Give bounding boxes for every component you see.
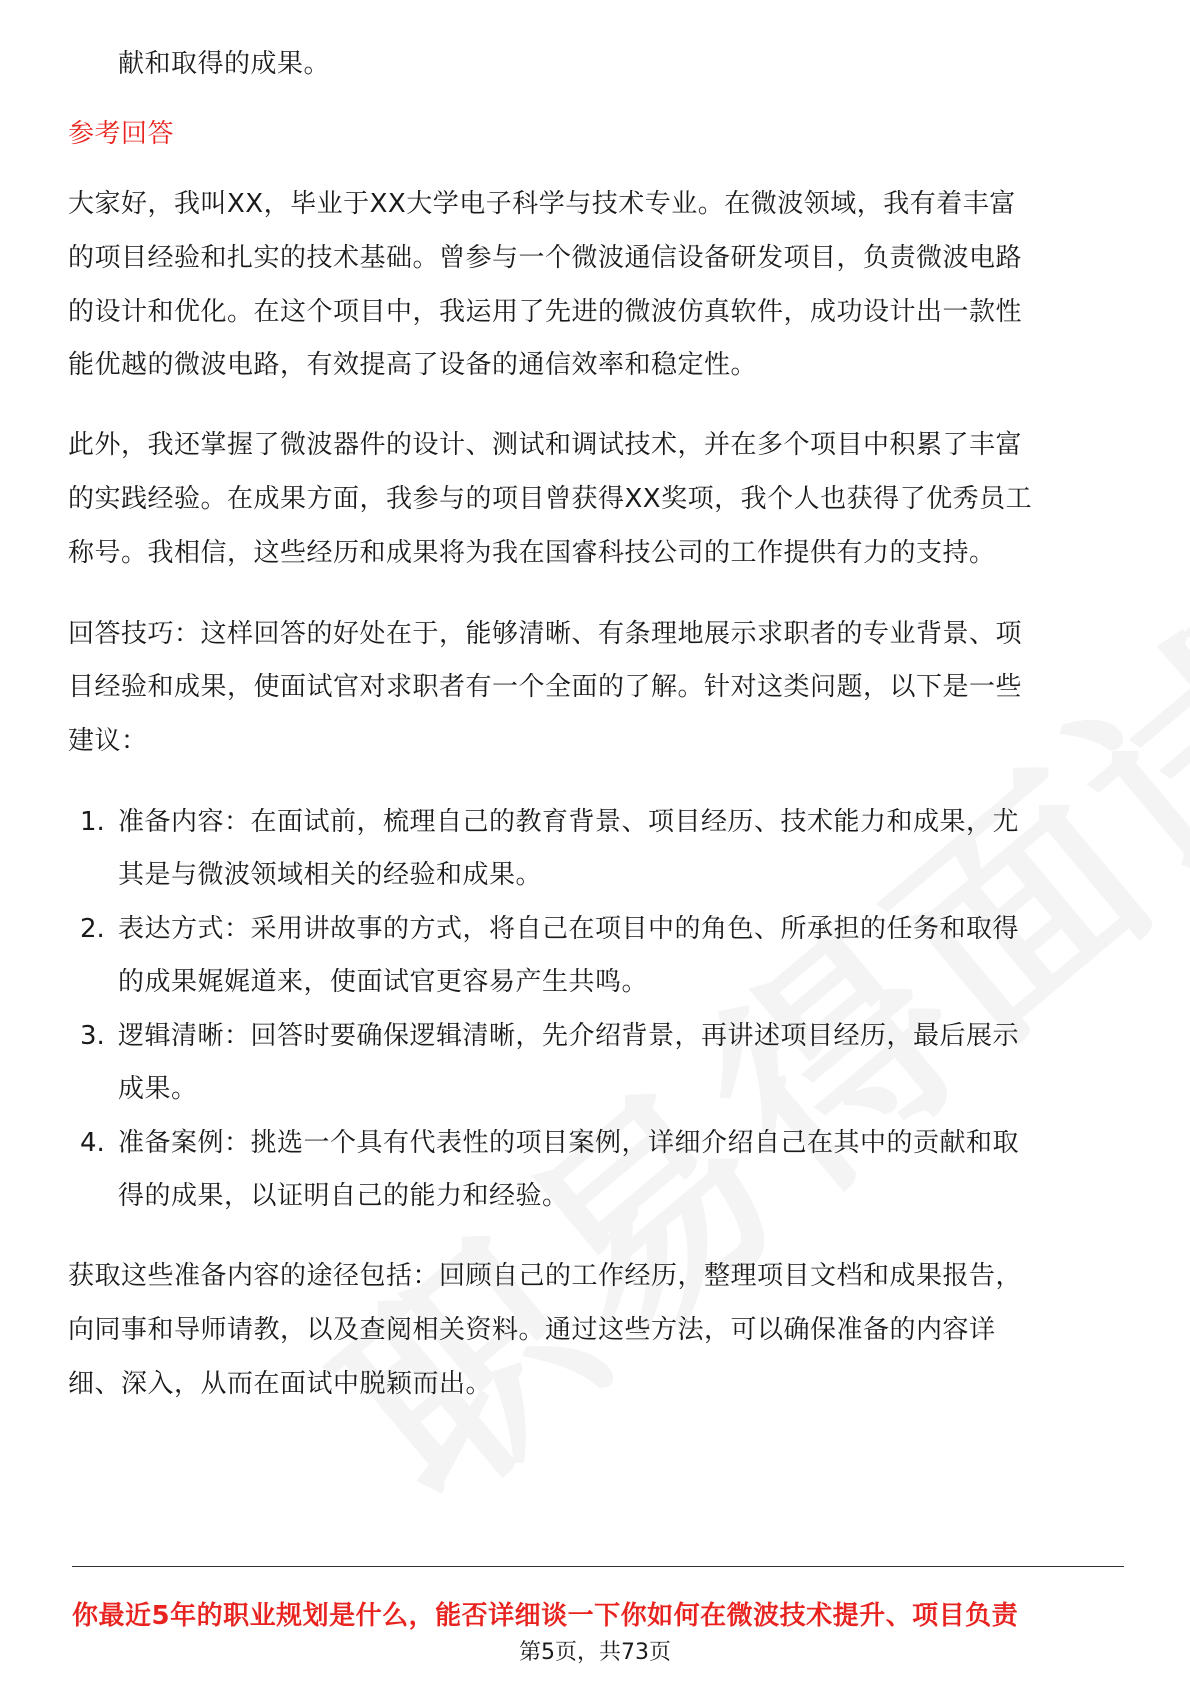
paragraph-line: 获取这些准备内容的途径包括：回顾自己的工作经历，整理项目文档和成果报告， [68, 1261, 1023, 1291]
list-item-line: 得的成果，以证明自己的能力和经验。 [118, 1181, 569, 1211]
paragraph-line: 能优越的微波电路，有效提高了设备的通信效率和稳定性。 [68, 350, 758, 380]
paragraph-line: 称号。我相信，这些经历和成果将为我在国睿科技公司的工作提供有力的支持。 [68, 538, 996, 568]
list-item-line: 其是与微波领域相关的经验和成果。 [118, 860, 543, 890]
list-item-number: 1. [80, 807, 105, 837]
list-item-line: 逻辑清晰：回答时要确保逻辑清晰，先介绍背景，再讲述项目经历，最后展示 [118, 1021, 1020, 1051]
section-divider [72, 1566, 1124, 1567]
paragraph-line: 回答技巧：这样回答的好处在于，能够清晰、有条理地展示求职者的专业背景、项 [68, 619, 1023, 649]
paragraph-line: 向同事和导师请教，以及查阅相关资料。通过这些方法，可以确保准备的内容详 [68, 1315, 996, 1345]
paragraph-line: 建议： [68, 726, 148, 756]
list-item-number: 4. [80, 1128, 105, 1158]
top-fragment: 献和取得的成果。 [118, 49, 331, 79]
list-item-line: 准备内容：在面试前，梳理自己的教育背景、项目经历、技术能力和成果，尤 [118, 807, 1020, 837]
list-item-number: 3. [80, 1021, 105, 1051]
list-item-line: 准备案例：挑选一个具有代表性的项目案例，详细介绍自己在其中的贡献和取 [118, 1128, 1020, 1158]
list-item-line: 表达方式：采用讲故事的方式，将自己在项目中的角色、所承担的任务和取得 [118, 914, 1020, 944]
page-footer: 第5页，共73页 [519, 1640, 671, 1665]
paragraph-line: 目经验和成果，使面试官对求职者有一个全面的了解。针对这类问题，以下是一些 [68, 672, 1023, 702]
paragraph-line: 的实践经验。在成果方面，我参与的项目曾获得XX奖项，我个人也获得了优秀员工 [68, 484, 1033, 514]
list-item-line: 的成果娓娓道来，使面试官更容易产生共鸣。 [118, 967, 649, 997]
reference-heading: 参考回答 [68, 119, 175, 149]
paragraph-line: 此外，我还掌握了微波器件的设计、测试和调试技术，并在多个项目中积累了丰富 [68, 430, 1023, 460]
paragraph-line: 的项目经验和扎实的技术基础。曾参与一个微波通信设备研发项目，负责微波电路 [68, 243, 1023, 273]
paragraph-line: 细、深入，从而在面试中脱颖而出。 [68, 1369, 493, 1399]
paragraph-line: 大家好，我叫XX，毕业于XX大学电子科学与技术专业。在微波领域，我有着丰富 [68, 189, 1016, 219]
list-item-line: 成果。 [118, 1074, 198, 1104]
next-question-heading: 你最近5年的职业规划是什么，能否详细谈一下你如何在微波技术提升、项目负责 [72, 1601, 1019, 1631]
list-item-number: 2. [80, 914, 105, 944]
paragraph-line: 的设计和优化。在这个项目中，我运用了先进的微波仿真软件，成功设计出一款性 [68, 297, 1023, 327]
